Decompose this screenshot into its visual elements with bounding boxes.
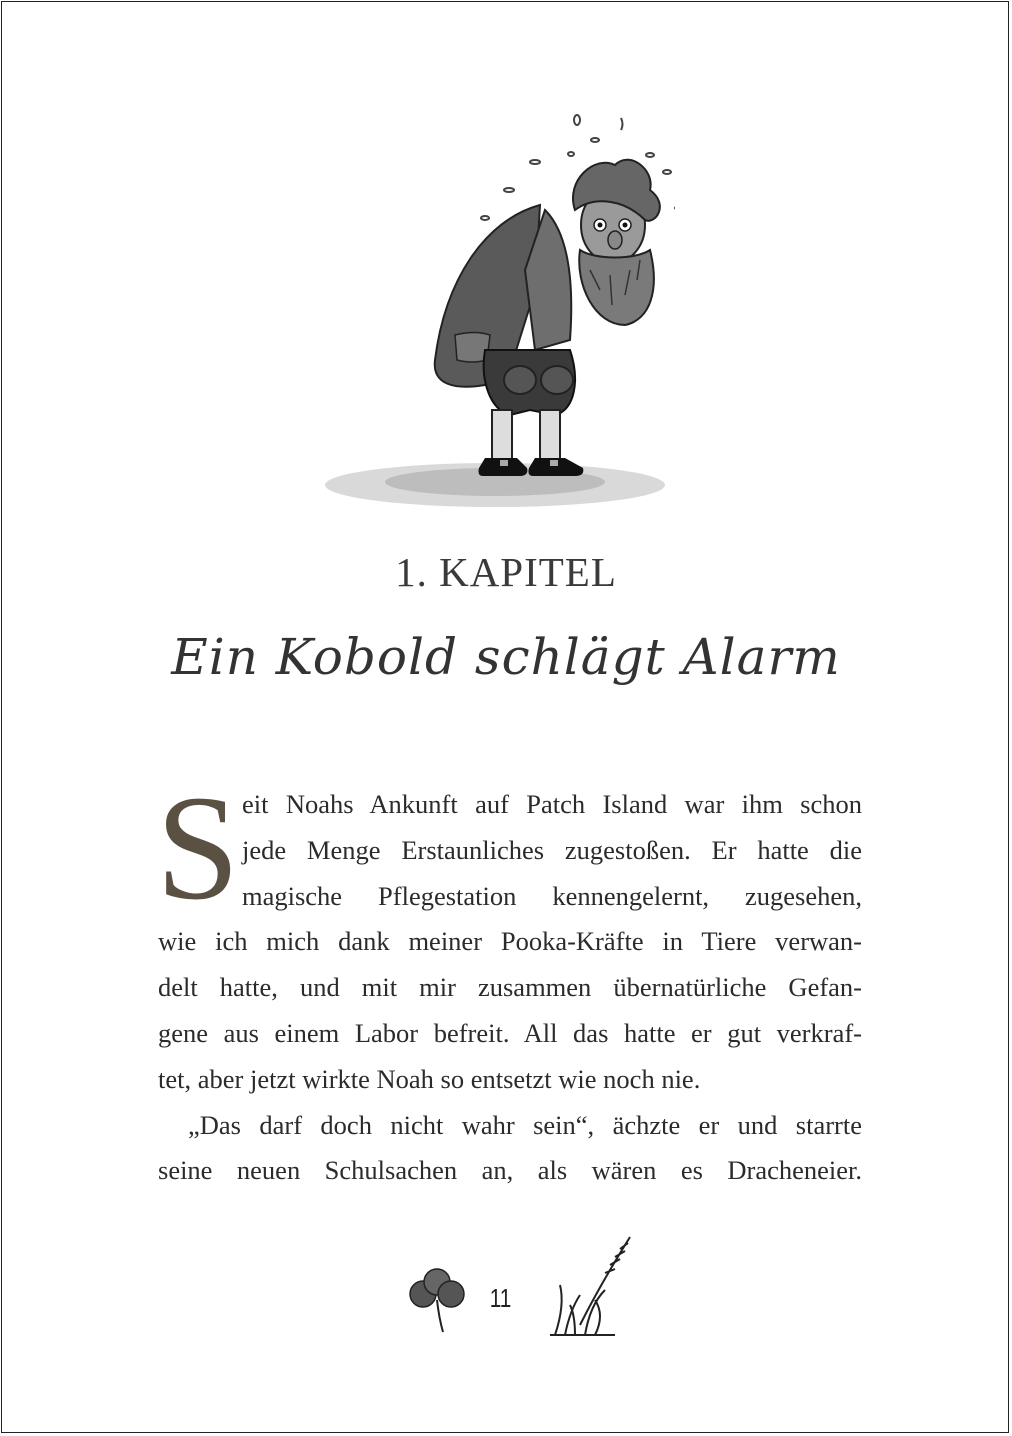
clover-icon xyxy=(410,1269,464,1332)
page-number: 11 xyxy=(489,1283,512,1313)
text-line: gene aus einem Labor befreit. All das hatte er gut verkraf- xyxy=(158,1017,862,1048)
text-line: „Das darf doch nicht wahr sein“, ächzte er und starrte xyxy=(188,1109,862,1140)
leprechaun-illustration xyxy=(295,110,675,530)
text-line: delt hatte, und mit mir zusammen übernatürliche Gefan- xyxy=(158,972,862,1003)
grass-icon xyxy=(550,1237,630,1335)
body-text xyxy=(156,765,862,1194)
text-line: eit Noahs Ankunft auf Patch Island war ihm schon xyxy=(242,789,862,819)
chapter-title: Ein Kobold schlägt Alarm xyxy=(171,628,841,686)
text-line: magische Pflegestation kennengelernt, zugesehen, xyxy=(242,880,862,911)
chapter-number: 1. KAPITEL xyxy=(395,549,617,595)
text-line: tet, aber jetzt wirkte Noah so entsetzt wie noch nie. xyxy=(158,1063,701,1094)
text-line: seine neuen Schulsachen an, als wären es Dracheneier. xyxy=(158,1155,862,1186)
drop-cap: S xyxy=(156,765,240,931)
text-line: jede Menge Erstaunliches zugestoßen. Er hatte die xyxy=(242,834,862,865)
text-line: wie ich mich dank meiner Pooka-Kräfte in Tiere verwan- xyxy=(158,926,862,957)
